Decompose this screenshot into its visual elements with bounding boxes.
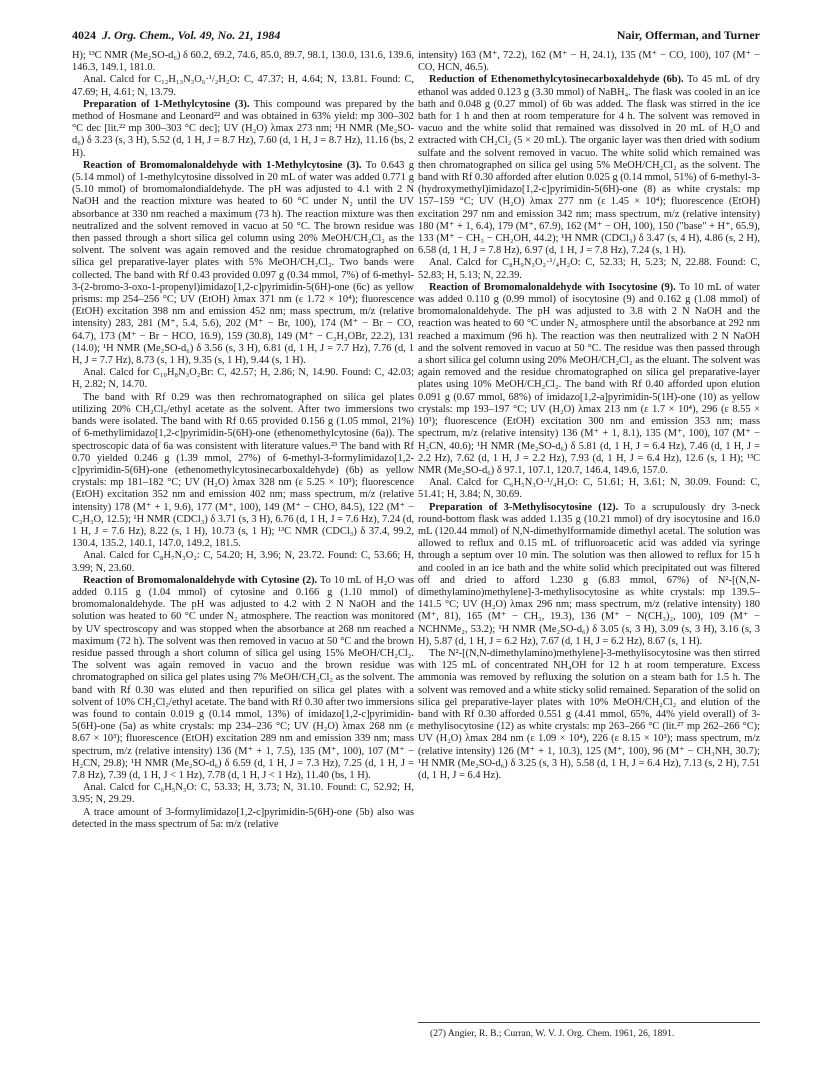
paragraph <box>72 160 414 367</box>
section-heading: Preparation of 3-Methylisocytosine (12). <box>429 501 619 513</box>
page-number: 4024 <box>72 28 96 42</box>
paragraph-text: To 0.643 g (5.14 mmol) of 1-methylcytosine dissolved in 20 mL of water was added 0.771 g (5.10 mmol) of bromomalondialdehyde. The pH was adjusted to 4.1 with 2 N NaOH and the reaction mixture was heated to 60 °C under N₂ until the UV absorbance at 330 nm reached a maximum (73 h). The reaction mixture was then neutralized and the solvent removed in vacuo at 50 °C. The brown residue was then passed through a short silica gel column using 20% MeOH/CH₂Cl₂ as the solvent. The solvent was again removed and the residue chromatographed on silica gel preparative-layer plates with 5% MeOH/CH₂Cl₂. Two bands were collected. The band with Rf 0.43 provided 0.097 g (0.34 mmol, 7%) of 6-methyl-3-(2-bromo-3-oxo-1-propenyl)imidazo[1,2-c]pyrimidin-5(6H)-one (6c) as yellow prisms: mp 254–256 °C; UV (EtOH) λmax 371 nm (ε 1.72 × 10⁴); fluorescence (EtOH) excitation 398 nm and emission 452 nm; mass spectrum, m/z (relative intensity) 283, 281 (M⁺, 5.4, 5.6), 202 (M⁺ − Br, 100), 174 (M⁺ − Br − CO, 64.7), 173 (M⁺ − Br − HCO, 16.9), 159 (30.8), 149 (M⁺ − C₃H₃OBr, 22.2), 131 (14.0); ¹H NMR (Me₂SO-d₆) δ 3.56 (s, 3 H), 6.81 (d, 1 H, J = 7.7 Hz), 7.76 (d, 1 H, J = 7.7 Hz), 8.73 (s, 1 H), 9.35 (s, 1 H), 9.44 (s, 1 H). <box>72 159 414 367</box>
footnote-divider <box>418 1022 760 1023</box>
paragraph-text: The N²-[(N,N-dimethylamino)methylene]-3-methylisocytosine was then stirred with 125 mL of concentrated NH₄OH for 12 h at room temperature. Excess ammonia was removed by refluxing the solution on a steam bath for 1.5 h. The solvent was removed and a white sticky solid remained. Separation of the solid on silica gel preparative-layer plates with 10% MeOH/CH₂Cl₂ and elution of the band with Rf 0.30 afforded 0.551 g (4.41 mmol, 65%, 44% yield overall) of 3-methylisocytosine (12) as white crystals: mp 263–266 °C (lit.²⁷ mp 262–266 °C); UV (H₂O) λmax 284 nm (ε 1.09 × 10⁴), 226 (ε 8.15 × 10³); mass spectrum, m/z (relative intensity) 126 (M⁺ + 1, 10.3), 125 (M⁺, 100), 96 (M⁺ − CH₃NH, 30.7); ¹H NMR (Me₂SO-d₆) δ 3.25 (s, 3 H), 5.58 (d, 1 H, J = 6.4 Hz), 7.13 (s, 2 H), 7.51 (d, 1 H, J = 6.4 Hz). <box>418 647 760 781</box>
paragraph-text: Anal. Calcd for C₁₂H₁₃N₃O₆·¹/₂H₂O: C, 47.37; H, 4.64; N, 13.81. Found: C, 47.69; H, 4.61; N, 13.79. <box>72 74 414 98</box>
paragraph <box>72 392 414 551</box>
paragraph-text: Anal. Calcd for C₈H₇N₃O₂: C, 54.20; H, 3.96; N, 23.72. Found: C, 53.66; H, 3.99; N, 23.60. <box>72 550 414 574</box>
paragraph <box>418 74 760 257</box>
footnote: (27) Angier, R. B.; Curran, W. V. J. Org. Chem. 1961, 26, 1891. <box>430 1028 675 1039</box>
journal-citation: J. Org. Chem., Vol. 49, No. 21, 1984 <box>102 28 281 42</box>
paragraph <box>72 99 414 160</box>
paragraph <box>418 282 760 477</box>
section-heading: Reduction of Ethenomethylcytosinecarboxaldehyde (6b). <box>429 74 684 86</box>
page-header <box>72 28 760 44</box>
paragraph-text: Anal. Calcd for C₁₀H₈N₃O₂Br: C, 42.57; H, 2.86; N, 14.90. Found: C, 42.03; H, 2.82; N, 14.70. <box>72 367 414 391</box>
paragraph-text: Anal. Calcd for C₈H₉N₃O₂·¹/₄H₂O: C, 52.33; H, 5.23; N, 22.88. Found: C, 52.83; H, 5.13; N, 22.39. <box>418 257 760 281</box>
paragraph-text: To a scrupulously dry 3-neck round-bottom flask was added 1.135 g (10.21 mmol) of dry isocytosine and 16.0 mL (120.44 mmol) of N,N-dimethylformamide dimethyl acetal. The solution was allowed to reflux and 0.15 mL of trifluoroacetic acid was added via syringe through a septum over 10 min. The solution was then allowed to reflux for 15 h and cooled in an ice bath and the white solid which precipitated out was filtered off and dried to afford 1.230 g (6.83 mmol, 67%) of N²-[(N,N-dimethylamino)methylene]-3-methylisocytosine as white crystals: mp 139.5–141.5 °C; UV (H₂O) λmax 296 nm; mass spectrum, m/z (relative intensity) 180 (M⁺, 81), 165 (M⁺ − CH₃, 19.3), 136 (M⁺ − N(CH₃)₂, 100), 109 (M⁺ − NCHNMe₂, 53.2); ¹H NMR (Me₂SO-d₆) δ 3.05 (s, 3 H), 3.09 (s, 3 H), 3.16 (s, 3 H), 5.87 (d, 1 H, J = 6.2 Hz), 7.67 (d, 1 H, J = 6.2 Hz), 8.67 (s, 1 H). <box>418 501 760 647</box>
paragraph <box>72 807 414 831</box>
section-heading: Reaction of Bromomalonaldehyde with Isocytosine (9). <box>429 281 676 293</box>
paragraph-text: Anal. Calcd for C₆H₅N₃O: C, 53.33; H, 3.73; N, 31.10. Found: C, 52.92; H, 3.95; N, 29.29. <box>72 782 414 806</box>
right-column <box>418 50 760 1020</box>
paragraph <box>418 257 760 281</box>
paragraph-text: A trace amount of 3-formylimidazo[1,2-c]pyrimidin-5(6H)-one (5b) also was detected in the mass spectrum of 5a: m/z (relative <box>72 806 414 830</box>
paragraph <box>418 477 760 501</box>
left-column <box>72 50 414 1050</box>
paragraph <box>418 50 760 74</box>
paragraph-text: intensity) 163 (M⁺, 72.2), 162 (M⁺ − H, 24.1), 135 (M⁺ − CO, 100), 107 (M⁺ − CO, HCN, 46.5). <box>418 50 760 74</box>
paragraph-text: The band with Rf 0.29 was then rechromatographed on silica gel plates utilizing 20% CH₂Cl₂/ethyl acetate as the solvent. After two immersions two bands were isolated. The band with Rf 0.65 provided 0.156 g (1.05 mmol, 21%) of 6-methylimidazo[1,2-c]pyrimidin-5(6H)-one (ethenomethylcytosine (6a)). The spectroscopic data of 6a was consistent with literature values.²³ The band with Rf 0.70 yielded 0.246 g (1.39 mmol, 27%) of 6-methyl-3-formylimidazo[1,2-c]pyrimidin-5(6H)-one (ethenomethylcytosinecarboxaldehyde) (6b) as yellow crystals: mp 181–182 °C; UV (H₂O) λmax 328 nm (ε 5.25 × 10³); fluorescence (EtOH) excitation 352 nm and emission 402 nm; mass spectrum, m/z (relative intensity) 178 (M⁺ + 1, 9.6), 177 (M⁺, 100), 149 (M⁺ − CHO, 84.5), 122 (M⁺ − C₂H₃O, 12.5); ¹H NMR (CDCl₃) δ 3.71 (s, 3 H), 6.76 (d, 1 H, J = 7.6 Hz), 7.24 (d, 1 H, J = 7.6 Hz), 8.22 (s, 1 H), 10.73 (s, 1 H); ¹³C NMR (CDCl₃) δ 37.4, 99.2, 130.4, 135.2, 140.1, 147.0, 149.2, 181.5. <box>72 391 414 550</box>
running-authors: Nair, Offerman, and Turner <box>616 28 760 42</box>
section-heading: Reaction of Bromomalonaldehyde with Cytosine (2). <box>83 574 318 586</box>
paragraph <box>72 367 414 391</box>
paragraph-text: To 10 mL of water was added 0.110 g (0.99 mmol) of isocytosine (9) and 0.162 g (1.08 mmol) of bromomalonaldehyde. The pH was adjusted to 3.8 with 2 N NaOH and the reaction was heated to 60 °C under N₂ atmosphere until the absorbance at 292 nm reached a maximum (96 h). The reaction was then neutralized with 2 N NaOH and the solvent removed in vacuo at 50 °C. The residue was then passed through a short silica gel column using 20% MeOH/CH₂Cl₂ as the eluant. The solvent was again removed and the residue chromatographed on silica gel preparative-layer plates using 10% MeOH/CH₂Cl₂. The band with Rf 0.40 afforded upon elution 0.091 g (0.67 mmol, 68%) of imidazo[1,2-a]pyrimidin-5(1H)-one (10) as yellow crystals: mp 193–197 °C; UV (H₂O) λmax 213 nm (ε 1.7 × 10⁴), 296 (ε 8.55 × 10³); fluorescence (EtOH) excitation 300 nm and emission 353 nm; mass spectrum, m/z (relative intensity) 136 (M⁺ + 1, 8.1), 135 (M⁺, 100), 107 (M⁺ − H₂CN, 40.6); ¹H NMR (Me₂SO-d₆) δ 5.81 (d, 1 H, J = 6.4 Hz), 7.46 (d, 1 H, J = 2.2 Hz), 7.62 (d, 1 H, J = 2.2 Hz), 7.93 (d, 1 H, J = 6.4 Hz), 12.6 (s, 1 H); ¹³C NMR (Me₂SO-d₆) δ 97.1, 107.1, 120.7, 146.4, 149.6, 157.0. <box>418 281 760 476</box>
section-heading: Preparation of 1-Methylcytosine (3). <box>83 98 250 110</box>
paragraph-text: To 10 mL of H₂O was added 0.115 g (1.04 mmol) of cytosine and 0.166 g (1.10 mmol) of bromomalonaldehyde. The pH was adjusted to 4.2 with 2 N NaOH and the solution was heated to 60 °C under N₂ atmosphere. The reaction was monitored by UV spectroscopy and was stopped when the absorbance at 268 nm reached a maximum (72 h). The solvent was then removed in vacuo at 50 °C and the brown residue passed through a short column of silica gel using 15% MeOH/CH₂Cl₂. The solvent was again removed in vacuo and the brown residue was chromatographed on silica gel plates using 7% MeOH/CH₂Cl₂ as the solvent. The band with Rf 0.30 was eluted and then repurified on silica gel plates with a solvent of 10% CH₂Cl₂/ethyl acetate. The band with Rf 0.30 after two immersions was found to contain 0.019 g (0.14 mmol, 13%) of imidazo[1,2-c]pyrimidin-5(6H)-one (5a) as white crystals: mp 234–236 °C; UV (H₂O) λmax 268 nm (ε 8.67 × 10³); fluorescence (EtOH) excitation 289 nm and emission 339 nm; mass spectrum, m/z (relative intensity) 136 (M⁺ + 1, 7.5), 135 (M⁺, 100), 107 (M⁺ − H₂CN, 29.8); ¹H NMR (Me₂SO-d₆) δ 6.59 (d, 1 H, J = 7.3 Hz), 7.25 (d, 1 H, J = 7.8 Hz), 7.39 (d, 1 H, J < 1 Hz), 7.78 (d, 1 H, J < 1 Hz), 11.40 (bs, 1 H). <box>72 574 415 781</box>
paragraph <box>418 648 760 782</box>
paragraph <box>72 74 414 98</box>
paragraph <box>72 575 414 782</box>
section-heading: Reaction of Bromomalonaldehyde with 1-Methylcytosine (3). <box>83 159 362 171</box>
paragraph <box>72 782 414 806</box>
paragraph-text: To 45 mL of dry ethanol was added 0.123 g (3.30 mmol) of NaBH₄. The flask was cooled in an ice bath and 0.048 g (0.27 mmol) of 6b was added. The flask was stirred in the ice bath for 1 h and then at room temperature for 4 h. The solvent was removed in vacuo and the white solid that remained was dissolved in 20 mL of H₂O and extracted with CH₂Cl₂ (5 × 20 mL). The organic layer was then dried with sodium sulfate and the solvent removed in vacuo. The white solid which remained was then chromatographed on silica gel using 5% MeOH/CH₂Cl₂ as the solvent. The band with Rf 0.30 afforded after elution 0.025 g (0.14 mmol, 51%) of 6-methyl-3-(hydroxymethyl)imidazo[1,2-c]pyrimidin-5(6H)-one (8) as white crystals: mp 157–159 °C; UV (H₂O) λmax 277 nm (ε 1.45 × 10⁴); fluorescence (EtOH) excitation 297 nm and emission 342 nm; mass spectrum, m/z (relative intensity) 180 (M⁺ + 1, 6.4), 179 (M⁺, 67.9), 162 (M⁺ − OH, 100), 150 ("base" + H⁺, 65.9), 133 (M⁺ − CH₃ − CH₂OH, 44.2); ¹H NMR (CDCl₃) δ 3.47 (s, 4 H), 4.86 (s, 2 H), 6.58 (d, 1 H, J = 7.8 Hz), 6.97 (d, 1 H, J = 7.8 Hz), 7.24 (s, 1 H). <box>418 74 760 257</box>
paragraph <box>418 502 760 648</box>
paragraph <box>72 550 414 574</box>
paragraph-text: Anal. Calcd for C₆H₅N₃O·¹/₄H₂O: C, 51.61; H, 3.61; N, 30.09. Found: C, 51.41; H, 3.84; N, 30.69. <box>418 477 760 501</box>
paragraph-text: This compound was prepared by the method of Hosmane and Leonard²² and was obtained in 63% yield: mp 300–302 °C dec [lit.²² mp 300–303 °C dec]; UV (H₂O) λmax 273 nm; ¹H NMR (Me₂SO-d₆) δ 3.23 (s, 3 H), 5.52 (d, 1 H, J = 8.7 Hz), 7.60 (d, 1 H, J = 8.7 Hz), 11.16 (bs, 2 H). <box>72 98 415 159</box>
paragraph <box>72 50 414 74</box>
paragraph-text: H); ¹³C NMR (Me₂SO-d₆) δ 60.2, 69.2, 74.6, 85.0, 89.7, 98.1, 130.0, 131.6, 139.6, 146.3, 149.1, 181.0. <box>72 50 414 74</box>
